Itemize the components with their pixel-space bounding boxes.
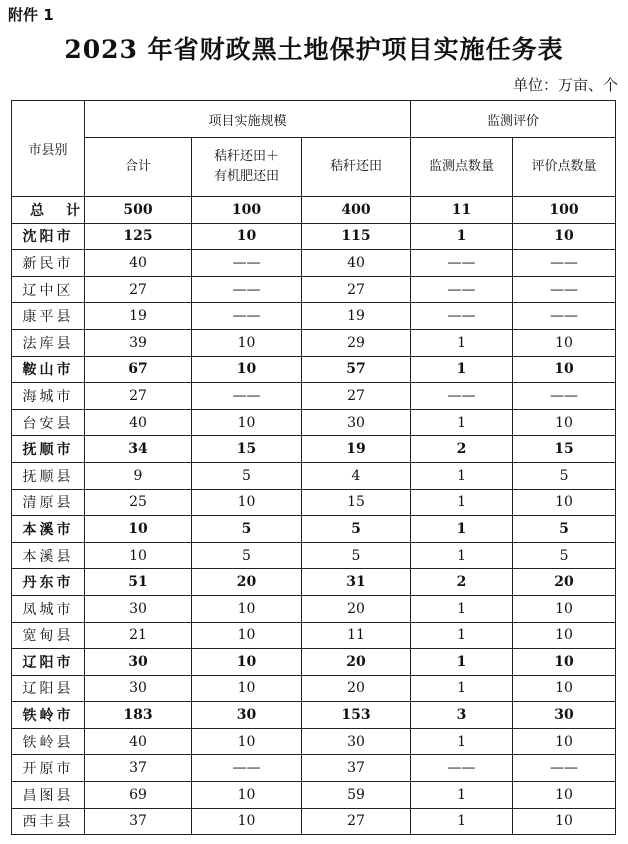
cell-straw: 30 [302,409,411,436]
cell-monitor: 1 [411,595,513,622]
cell-straw: 11 [302,622,411,649]
cell-straw: 57 [302,356,411,383]
cell-eval: 10 [513,728,616,755]
cell-total: 37 [85,755,192,782]
header-eval-points: 评价点数量 [513,138,616,197]
cell-eval: 10 [513,329,616,356]
cell-eval: 10 [513,808,616,835]
table-row [12,755,616,782]
cell-monitor: 11 [411,197,513,224]
cell-straw-manure: 10 [192,329,302,356]
cell-straw: 115 [302,223,411,250]
cell-name: 鞍山市 [12,356,85,383]
cell-name: 辽中区 [12,276,85,303]
cell-total: 19 [85,303,192,330]
header-straw-manure-line1: 秸秆还田＋ [213,149,279,164]
cell-straw-manure: 10 [192,808,302,835]
cell-monitor: 1 [411,516,513,543]
cell-straw-manure: —— [192,303,302,330]
cell-straw: 153 [302,702,411,729]
cell-straw: 37 [302,755,411,782]
cell-name: 西丰县 [12,808,85,835]
cell-straw: 27 [302,383,411,410]
cell-monitor: —— [411,303,513,330]
cell-straw-manure: —— [192,276,302,303]
cell-monitor: 1 [411,675,513,702]
header-group-monitor: 监测评价 [411,101,616,138]
cell-straw-manure: 10 [192,595,302,622]
cell-monitor: 1 [411,462,513,489]
cell-total: 69 [85,782,192,809]
cell-monitor: 1 [411,782,513,809]
cell-straw-manure: —— [192,755,302,782]
cell-total: 37 [85,808,192,835]
cell-straw: 20 [302,649,411,676]
table-row [12,728,616,755]
cell-eval: 10 [513,595,616,622]
cell-eval: 10 [513,649,616,676]
table-row [12,250,616,277]
cell-name: 康平县 [12,303,85,330]
cell-monitor: 1 [411,649,513,676]
cell-monitor: 1 [411,808,513,835]
cell-straw: 5 [302,516,411,543]
table-row [12,649,616,676]
cell-straw-manure: 10 [192,223,302,250]
table-body [12,197,616,835]
table-row [12,409,616,436]
cell-straw-manure: 10 [192,409,302,436]
table-row [12,303,616,330]
cell-eval: —— [513,250,616,277]
table-row [12,808,616,835]
cell-straw-manure: 5 [192,462,302,489]
cell-straw: 27 [302,808,411,835]
cell-total: 125 [85,223,192,250]
cell-straw-manure: 15 [192,436,302,463]
cell-straw-manure: 10 [192,782,302,809]
cell-straw: 400 [302,197,411,224]
cell-straw: 19 [302,303,411,330]
cell-name: 清原县 [12,489,85,516]
cell-eval: 15 [513,436,616,463]
table-row [12,595,616,622]
cell-monitor: —— [411,755,513,782]
cell-straw-manure: 10 [192,728,302,755]
cell-monitor: 1 [411,489,513,516]
table-row [12,197,616,224]
table-row [12,489,616,516]
table-row [12,436,616,463]
cell-eval: 5 [513,516,616,543]
table-row [12,675,616,702]
cell-straw: 30 [302,728,411,755]
cell-eval: 5 [513,542,616,569]
cell-name: 本溪市 [12,516,85,543]
cell-total: 21 [85,622,192,649]
cell-straw: 59 [302,782,411,809]
cell-straw: 27 [302,276,411,303]
cell-straw-manure: 5 [192,542,302,569]
cell-straw-manure: —— [192,383,302,410]
cell-monitor: —— [411,383,513,410]
cell-total: 39 [85,329,192,356]
cell-straw-manure: —— [192,250,302,277]
cell-straw: 20 [302,675,411,702]
cell-name: 新民市 [12,250,85,277]
document-title: 2023 年省财政黑土地保护项目实施任务表 [64,35,564,64]
cell-straw-manure: 10 [192,356,302,383]
cell-straw-manure: 30 [192,702,302,729]
cell-total: 500 [85,197,192,224]
cell-total: 40 [85,409,192,436]
cell-total: 9 [85,462,192,489]
header-straw-manure-line2: 有机肥还田 [213,169,279,184]
table-row [12,516,616,543]
cell-eval: 10 [513,489,616,516]
cell-name: 昌图县 [12,782,85,809]
cell-eval: 10 [513,675,616,702]
cell-name: 抚顺县 [12,462,85,489]
cell-total: 34 [85,436,192,463]
cell-total: 30 [85,595,192,622]
cell-name: 抚顺市 [12,436,85,463]
cell-total: 67 [85,356,192,383]
cell-total: 30 [85,675,192,702]
table-row [12,329,616,356]
cell-straw: 31 [302,569,411,596]
cell-monitor: 1 [411,356,513,383]
cell-name: 丹东市 [12,569,85,596]
cell-name: 辽阳市 [12,649,85,676]
cell-total: 10 [85,542,192,569]
cell-name: 铁岭市 [12,702,85,729]
cell-straw: 29 [302,329,411,356]
cell-name: 宽甸县 [12,622,85,649]
header-straw-manure [192,138,302,197]
table-row [12,276,616,303]
attachment-label: 附件 1 [8,6,54,24]
cell-eval: —— [513,755,616,782]
cell-eval: 30 [513,702,616,729]
cell-monitor: —— [411,250,513,277]
cell-name: 总计 [12,197,85,224]
cell-straw: 20 [302,595,411,622]
cell-monitor: 1 [411,542,513,569]
cell-straw-manure: 20 [192,569,302,596]
cell-straw-manure: 100 [192,197,302,224]
cell-eval: 20 [513,569,616,596]
cell-monitor: 2 [411,436,513,463]
cell-total: 183 [85,702,192,729]
cell-name: 台安县 [12,409,85,436]
cell-total: 40 [85,728,192,755]
cell-monitor: 1 [411,409,513,436]
cell-straw-manure: 10 [192,675,302,702]
cell-eval: 10 [513,409,616,436]
cell-monitor: 1 [411,728,513,755]
table-row [12,542,616,569]
cell-name: 铁岭县 [12,728,85,755]
table-row [12,223,616,250]
cell-name: 开原市 [12,755,85,782]
cell-straw-manure: 10 [192,489,302,516]
cell-eval: 5 [513,462,616,489]
cell-total: 30 [85,649,192,676]
header-region: 市县别 [12,101,85,197]
cell-eval: 10 [513,622,616,649]
cell-total: 51 [85,569,192,596]
table-row [12,622,616,649]
cell-total: 10 [85,516,192,543]
cell-eval: 100 [513,197,616,224]
cell-straw-manure: 5 [192,516,302,543]
cell-eval: —— [513,383,616,410]
cell-eval: 10 [513,782,616,809]
unit-note: 单位：万亩、个 [512,76,618,94]
header-straw: 秸秆还田 [302,138,411,197]
cell-name: 辽阳县 [12,675,85,702]
cell-eval: 10 [513,356,616,383]
cell-eval: —— [513,303,616,330]
cell-eval: —— [513,276,616,303]
header-group-scale: 项目实施规模 [85,101,411,138]
cell-name: 海城市 [12,383,85,410]
cell-name: 本溪县 [12,542,85,569]
cell-total: 27 [85,276,192,303]
table-row [12,569,616,596]
table-row [12,782,616,809]
cell-total: 27 [85,383,192,410]
table-row [12,702,616,729]
cell-name: 凤城市 [12,595,85,622]
task-table [11,100,616,835]
cell-monitor: 3 [411,702,513,729]
cell-monitor: 1 [411,223,513,250]
table-row [12,462,616,489]
cell-name: 沈阳市 [12,223,85,250]
cell-straw: 4 [302,462,411,489]
cell-name: 法库县 [12,329,85,356]
cell-total: 25 [85,489,192,516]
cell-straw: 15 [302,489,411,516]
header-total: 合计 [85,138,192,197]
cell-straw-manure: 10 [192,649,302,676]
cell-straw: 19 [302,436,411,463]
cell-straw-manure: 10 [192,622,302,649]
header-monitor-points: 监测点数量 [411,138,513,197]
cell-monitor: 2 [411,569,513,596]
cell-eval: 10 [513,223,616,250]
cell-straw: 5 [302,542,411,569]
cell-total: 40 [85,250,192,277]
cell-monitor: —— [411,276,513,303]
cell-monitor: 1 [411,622,513,649]
cell-monitor: 1 [411,329,513,356]
cell-straw: 40 [302,250,411,277]
table-row [12,383,616,410]
table-row [12,356,616,383]
